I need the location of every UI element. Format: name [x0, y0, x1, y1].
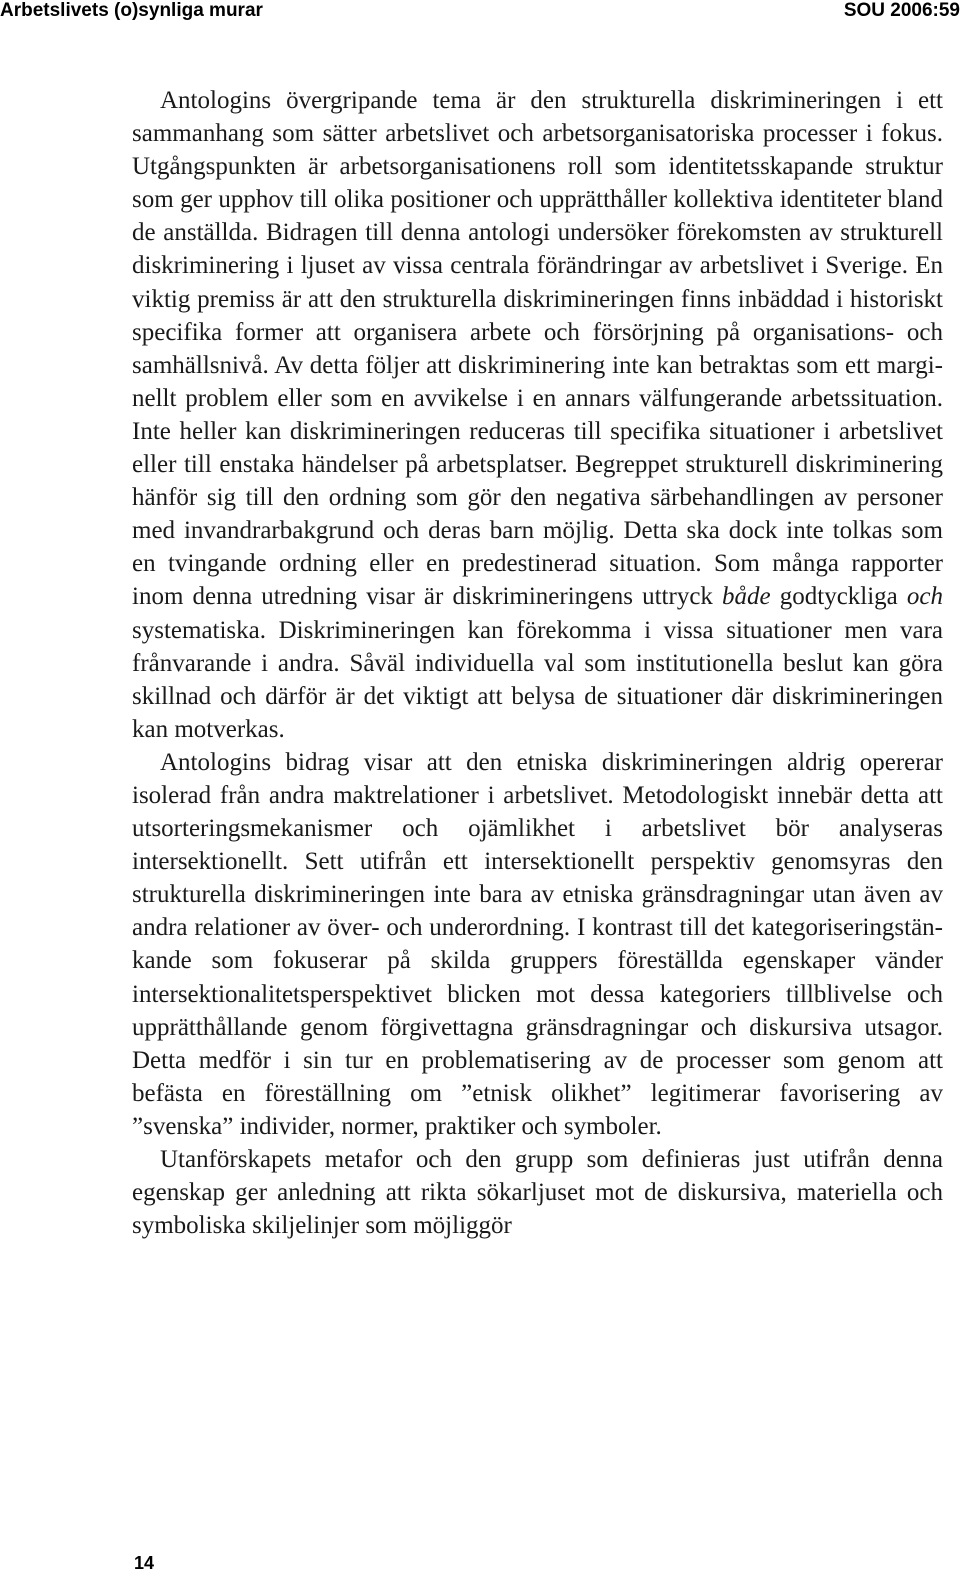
- paragraph-text: Antologins övergripande tema är den strukturella diskrimineringen i ett sammanhang som sätter arbetslivet och arbetsorganisatoriska processer i fokus. Utgångspunkten är arbetsorganisationens roll som identitetsskapande struktur som ger upphov till olika positioner och upprätthåller kollektiva identiteter bland de anställda. Bidragen till denna antologi undersöker förekomsten av strukturell diskriminering i ljuset av vissa centrala förändringar av arbetslivet i Sverige. En viktig premiss är att den strukturella diskrimineringen finns inbäddad i historiskt specifika former att organisera arbete och försörjning på organisations- och samhällsnivå. Av detta följer att diskriminering inte kan betraktas som ett marginellt problem eller som en avvikelse i en annars välfungerande arbetssituation. Inte heller kan diskrimineringen reduceras till specifika situationer i arbetslivet eller till enstaka händelser på arbetsplatser. Begreppet strukturell diskriminering hänför sig till den ordning som gör den negativa särbehandlingen av personer med invandrarbakgrund och deras barn möjlig. Detta ska dock inte tolkas som en tvingande ordning eller en predestinerad situation. Som många rapporter inom denna utredning visar är diskrimineringens uttryck: [132, 87, 943, 611]
- emphasis-text: och: [906, 583, 943, 611]
- paragraph: [132, 84, 943, 746]
- emphasis-text: både: [722, 583, 771, 611]
- paragraph: Antologins bidrag visar att den etniska diskrimineringen aldrig opererar isolerad från andra maktrelationer i arbetslivet. Metodologiskt innebär detta att utsorteringsmekanismer och ojämlikhet i arbetslivet bör analyseras intersektionellt. Sett utifrån ett intersektionellt perspektiv genomsyras den strukturella diskrimineringen inte bara av etniska gränsdragningar utan även av andra relationer av över- och underordning. I kontrast till det kategoriseringstänkande som fokuserar på skilda gruppers föreställda egenskaper vänder intersektionalitetsperspektivet blicken mot dessa kategoriers tillblivelse och upprätthållande genom förgivettagna gränsdragningar och diskursiva utsagor. Detta medför i sin tur en problematisering av de processer som genom att befästa en föreställning om ”etnisk olikhet” legitimerar favorisering av ”svenska” individer, normer, praktiker och symboler.: [132, 748, 943, 1140]
- body-text: [132, 84, 943, 1242]
- page-number: 14: [134, 1553, 155, 1573]
- paragraph: Utanförskapets metafor och den grupp som definieras just utifrån denna egenskap ger anledning att rikta sökarljuset mot de diskursiva, materiella och symboliska skiljelinjer som möjliggör: [132, 1146, 943, 1240]
- header-book-title: Arbetslivets (o)synliga murar: [0, 0, 263, 21]
- paragraph-text: systematiska. Diskrimineringen kan förekomma i vissa situationer men vara frånvarande i andra. Såväl individuella val som institutionella beslut kan göra skillnad och därför är det viktigt att belysa de situationer där diskrimineringen kan motverkas.: [132, 616, 943, 743]
- paragraph-text: godtyckliga: [770, 583, 907, 611]
- running-header: [0, 0, 960, 24]
- header-report-number: SOU 2006:59: [843, 0, 960, 21]
